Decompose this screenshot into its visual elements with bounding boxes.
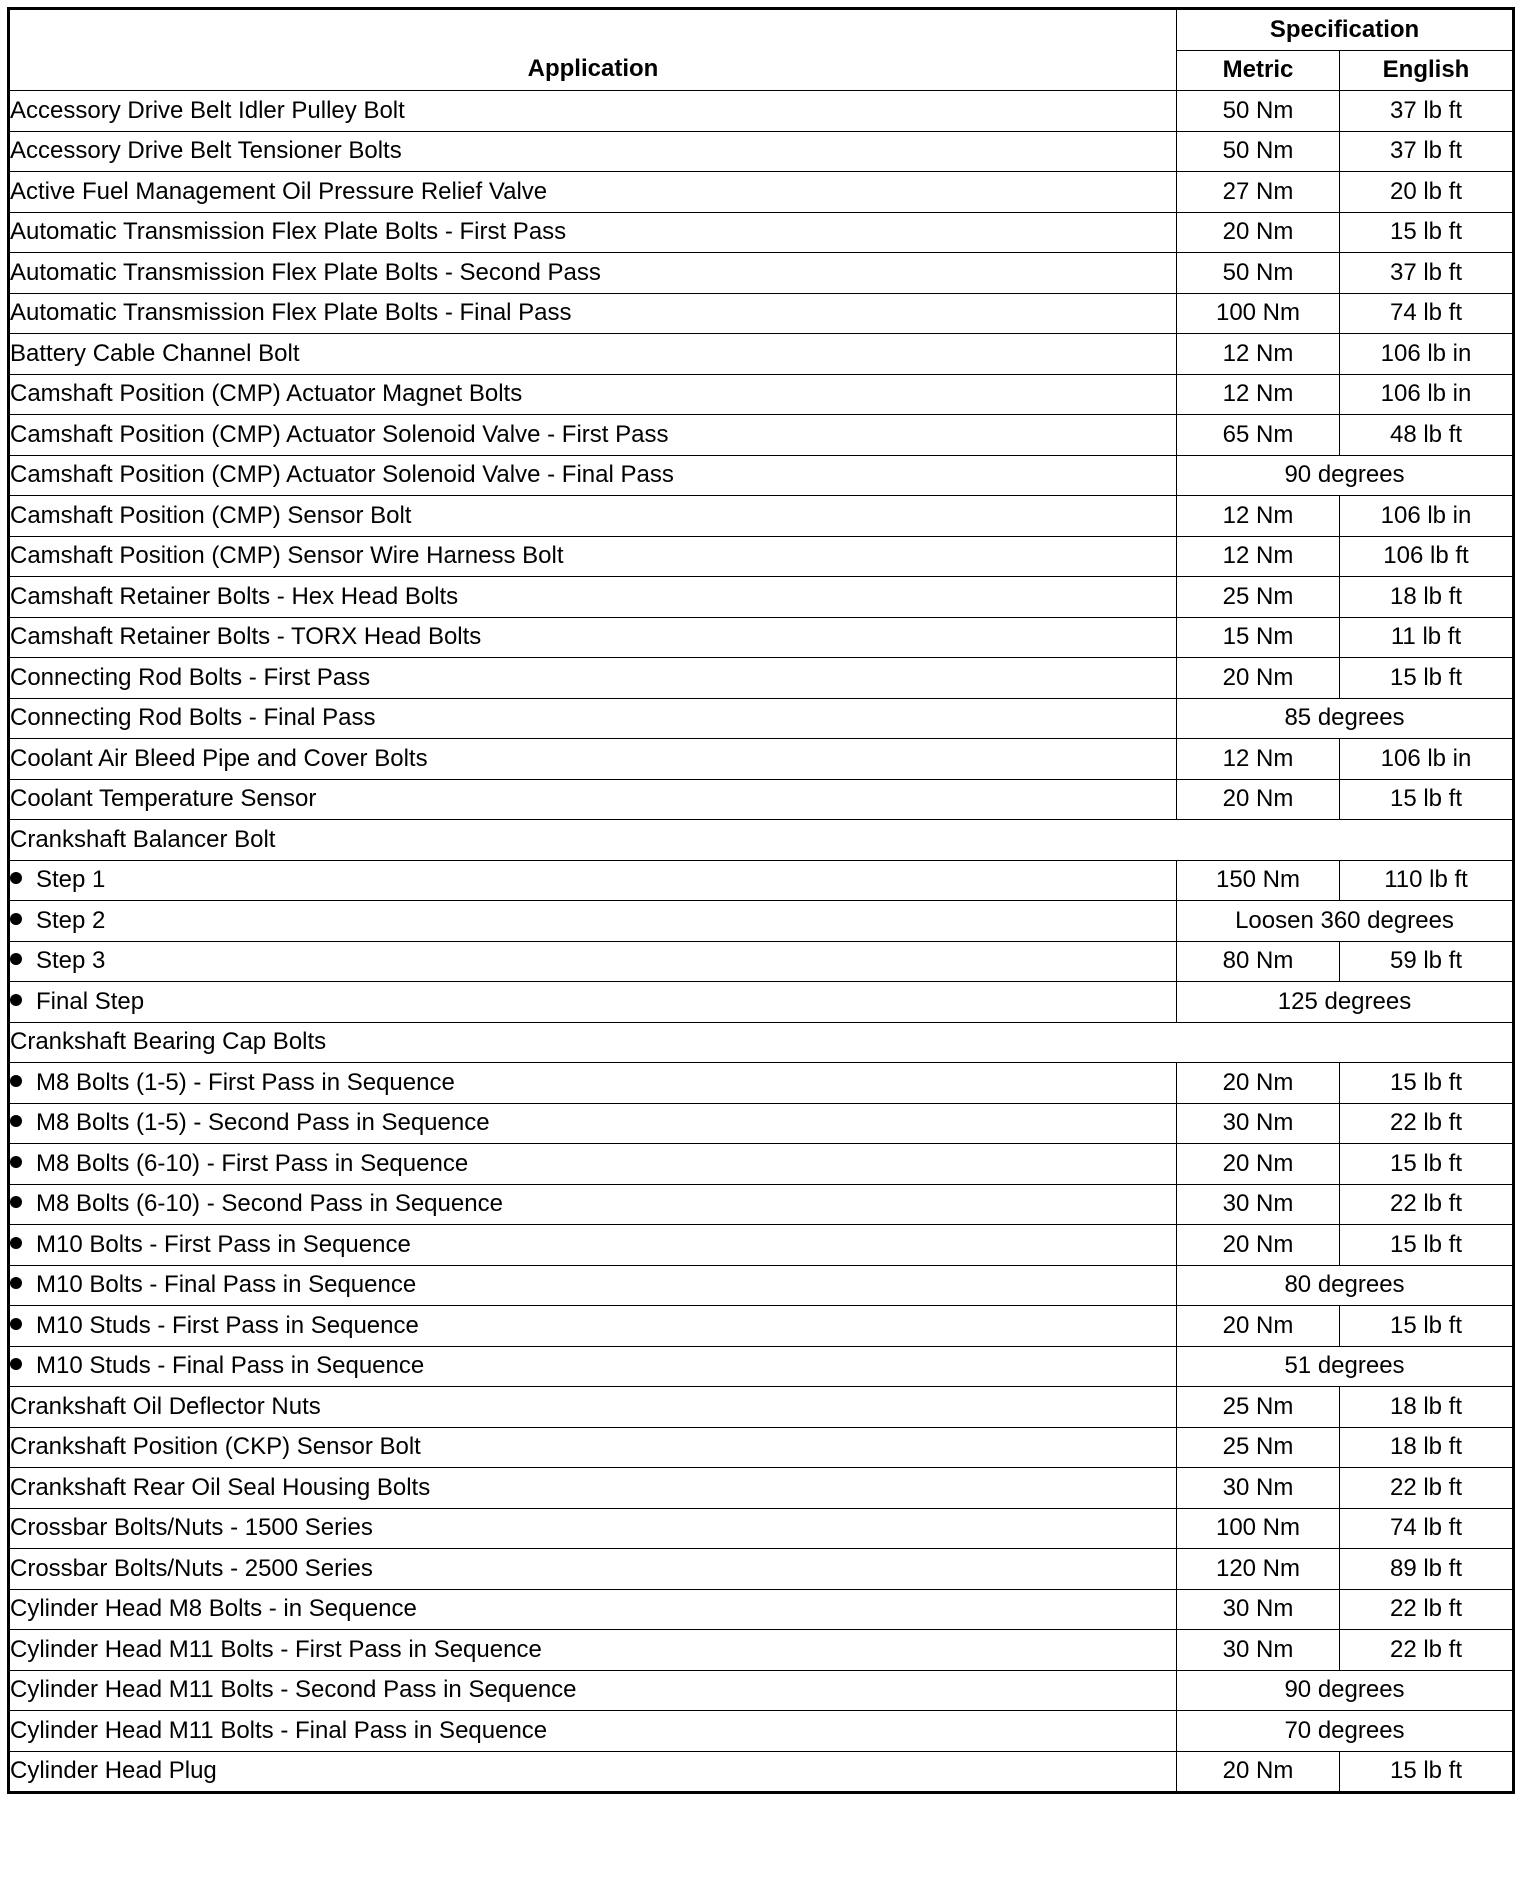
application-label: Step 1 (36, 866, 106, 894)
english-cell: 48 lb ft (1340, 415, 1514, 456)
bullet-icon (10, 1156, 22, 1168)
application-cell (9, 1549, 1177, 1590)
table-row (9, 1670, 1514, 1711)
application-cell (9, 1508, 1177, 1549)
application-cell (9, 779, 1177, 820)
bullet-icon (10, 872, 22, 884)
table-row (9, 1225, 1514, 1266)
bullet-icon (10, 1237, 22, 1249)
spec-value-cell: 70 degrees (1177, 1711, 1514, 1752)
table-row (9, 1711, 1514, 1752)
application-cell (9, 698, 1177, 739)
application-label: Crankshaft Balancer Bolt (10, 825, 276, 853)
table-row (9, 374, 1514, 415)
metric-cell: 12 Nm (1177, 739, 1340, 780)
application-label: Cylinder Head M11 Bolts - Second Pass in Sequence (10, 1676, 577, 1704)
application-cell (9, 1265, 1177, 1306)
application-label: Automatic Transmission Flex Plate Bolts - First Pass (10, 218, 567, 246)
metric-cell: 12 Nm (1177, 334, 1340, 375)
group-row (9, 820, 1514, 861)
english-cell: 106 lb ft (1340, 536, 1514, 577)
group-row (9, 1022, 1514, 1063)
application-label: Coolant Temperature Sensor (10, 785, 317, 813)
table-row (9, 941, 1514, 982)
table-row (9, 1063, 1514, 1104)
bullet-icon (10, 1115, 22, 1127)
application-label: Cylinder Head Plug (10, 1757, 217, 1785)
application-label: Crossbar Bolts/Nuts - 1500 Series (10, 1514, 373, 1542)
bullet-icon (10, 1075, 22, 1087)
application-cell (9, 172, 1177, 213)
english-cell: 110 lb ft (1340, 860, 1514, 901)
table-row (9, 617, 1514, 658)
bullet-icon (10, 1318, 22, 1330)
english-cell: 15 lb ft (1340, 1306, 1514, 1347)
application-cell (9, 131, 1177, 172)
metric-cell: 80 Nm (1177, 941, 1340, 982)
english-cell: 106 lb in (1340, 739, 1514, 780)
application-cell (9, 901, 1177, 942)
english-cell: 11 lb ft (1340, 617, 1514, 658)
metric-cell: 27 Nm (1177, 172, 1340, 213)
application-cell (9, 658, 1177, 699)
application-label: M8 Bolts (1-5) - First Pass in Sequence (36, 1068, 455, 1096)
metric-cell: 50 Nm (1177, 253, 1340, 294)
metric-cell: 25 Nm (1177, 1387, 1340, 1428)
application-label: M10 Bolts - Final Pass in Sequence (36, 1271, 417, 1299)
application-label: M10 Bolts - First Pass in Sequence (36, 1230, 411, 1258)
application-label: Camshaft Retainer Bolts - Hex Head Bolts (10, 582, 459, 610)
application-label: Camshaft Position (CMP) Sensor Bolt (10, 501, 412, 529)
torque-spec-table (7, 7, 1515, 1794)
metric-cell: 20 Nm (1177, 1144, 1340, 1185)
metric-cell: 30 Nm (1177, 1468, 1340, 1509)
application-cell (9, 1670, 1177, 1711)
table-header (9, 9, 1514, 91)
application-label: Automatic Transmission Flex Plate Bolts - Second Pass (10, 258, 601, 286)
metric-cell: 50 Nm (1177, 91, 1340, 132)
application-label: Crankshaft Bearing Cap Bolts (10, 1028, 327, 1056)
table-row (9, 1508, 1514, 1549)
application-label: Cylinder Head M11 Bolts - Final Pass in Sequence (10, 1716, 548, 1744)
application-label: Accessory Drive Belt Idler Pulley Bolt (10, 96, 405, 124)
bullet-icon (10, 1358, 22, 1370)
metric-cell: 20 Nm (1177, 1751, 1340, 1793)
table-body (9, 91, 1514, 1793)
english-cell: 106 lb in (1340, 334, 1514, 375)
english-header: English (1340, 50, 1514, 91)
metric-cell: 25 Nm (1177, 1427, 1340, 1468)
english-cell: 15 lb ft (1340, 779, 1514, 820)
application-cell (9, 860, 1177, 901)
application-label: Camshaft Position (CMP) Actuator Magnet Bolts (10, 380, 523, 408)
application-label: Camshaft Position (CMP) Sensor Wire Harness Bolt (10, 542, 564, 570)
metric-cell: 30 Nm (1177, 1103, 1340, 1144)
table-row (9, 334, 1514, 375)
spec-value-cell: Loosen 360 degrees (1177, 901, 1514, 942)
application-cell (9, 536, 1177, 577)
application-cell (9, 496, 1177, 537)
application-cell (9, 617, 1177, 658)
metric-cell: 50 Nm (1177, 131, 1340, 172)
metric-cell: 20 Nm (1177, 1225, 1340, 1266)
bullet-icon (10, 994, 22, 1006)
table-row (9, 1144, 1514, 1185)
application-cell (9, 1589, 1177, 1630)
application-cell (9, 374, 1177, 415)
application-cell (9, 1103, 1177, 1144)
application-label: Connecting Rod Bolts - Final Pass (10, 704, 376, 732)
application-cell (9, 293, 1177, 334)
application-label: Camshaft Retainer Bolts - TORX Head Bolts (10, 623, 482, 651)
application-cell (9, 1751, 1177, 1793)
application-label: M10 Studs - First Pass in Sequence (36, 1311, 419, 1339)
english-cell: 15 lb ft (1340, 1225, 1514, 1266)
metric-cell: 20 Nm (1177, 658, 1340, 699)
english-cell: 20 lb ft (1340, 172, 1514, 213)
table-row (9, 860, 1514, 901)
application-label: Cylinder Head M8 Bolts - in Sequence (10, 1595, 417, 1623)
table-row (9, 131, 1514, 172)
table-row (9, 1589, 1514, 1630)
english-cell: 15 lb ft (1340, 658, 1514, 699)
table-row (9, 1427, 1514, 1468)
bullet-icon (10, 913, 22, 925)
application-header: Application (9, 9, 1177, 91)
table-row (9, 698, 1514, 739)
application-label: M8 Bolts (1-5) - Second Pass in Sequence (36, 1109, 490, 1137)
application-cell (9, 820, 1514, 861)
application-label: Crankshaft Position (CKP) Sensor Bolt (10, 1433, 421, 1461)
metric-cell: 30 Nm (1177, 1589, 1340, 1630)
application-label: M8 Bolts (6-10) - First Pass in Sequence (36, 1149, 469, 1177)
english-cell: 89 lb ft (1340, 1549, 1514, 1590)
application-label: Active Fuel Management Oil Pressure Relief Valve (10, 177, 548, 205)
table-row (9, 982, 1514, 1023)
application-cell (9, 739, 1177, 780)
application-cell (9, 415, 1177, 456)
english-cell: 74 lb ft (1340, 1508, 1514, 1549)
table-row (9, 253, 1514, 294)
metric-cell: 20 Nm (1177, 1063, 1340, 1104)
application-cell (9, 1427, 1177, 1468)
metric-cell: 65 Nm (1177, 415, 1340, 456)
application-cell (9, 1711, 1177, 1752)
application-cell (9, 1225, 1177, 1266)
header-row-top (9, 9, 1514, 51)
english-cell: 59 lb ft (1340, 941, 1514, 982)
english-cell: 22 lb ft (1340, 1184, 1514, 1225)
bullet-icon (10, 1277, 22, 1289)
metric-cell: 15 Nm (1177, 617, 1340, 658)
metric-cell: 20 Nm (1177, 779, 1340, 820)
application-cell (9, 982, 1177, 1023)
metric-cell: 100 Nm (1177, 1508, 1340, 1549)
english-cell: 15 lb ft (1340, 1063, 1514, 1104)
application-cell (9, 91, 1177, 132)
english-cell: 37 lb ft (1340, 91, 1514, 132)
table-row (9, 1103, 1514, 1144)
table-row (9, 1751, 1514, 1793)
spec-value-cell: 90 degrees (1177, 1670, 1514, 1711)
metric-cell: 100 Nm (1177, 293, 1340, 334)
table-row (9, 1306, 1514, 1347)
table-row (9, 1468, 1514, 1509)
table-row (9, 212, 1514, 253)
english-cell: 18 lb ft (1340, 577, 1514, 618)
application-label: Camshaft Position (CMP) Actuator Solenoid Valve - First Pass (10, 420, 669, 448)
metric-cell: 25 Nm (1177, 577, 1340, 618)
bullet-icon (10, 1196, 22, 1208)
application-label: Battery Cable Channel Bolt (10, 339, 300, 367)
application-cell (9, 577, 1177, 618)
english-cell: 22 lb ft (1340, 1468, 1514, 1509)
table-row (9, 1630, 1514, 1671)
metric-cell: 150 Nm (1177, 860, 1340, 901)
application-label: Crankshaft Oil Deflector Nuts (10, 1392, 321, 1420)
application-cell (9, 941, 1177, 982)
bullet-icon (10, 953, 22, 965)
table-row (9, 1265, 1514, 1306)
table-row (9, 172, 1514, 213)
application-cell (9, 1306, 1177, 1347)
table-row (9, 779, 1514, 820)
metric-header: Metric (1177, 50, 1340, 91)
table-row (9, 658, 1514, 699)
english-cell: 22 lb ft (1340, 1589, 1514, 1630)
metric-cell: 12 Nm (1177, 496, 1340, 537)
metric-cell: 30 Nm (1177, 1184, 1340, 1225)
metric-cell: 20 Nm (1177, 212, 1340, 253)
application-cell (9, 1346, 1177, 1387)
table-row (9, 1346, 1514, 1387)
application-label: M8 Bolts (6-10) - Second Pass in Sequence (36, 1190, 503, 1218)
application-cell (9, 334, 1177, 375)
metric-cell: 30 Nm (1177, 1630, 1340, 1671)
table-row (9, 293, 1514, 334)
table-row (9, 1184, 1514, 1225)
application-label: Camshaft Position (CMP) Actuator Solenoid Valve - Final Pass (10, 461, 674, 489)
application-label: Coolant Air Bleed Pipe and Cover Bolts (10, 744, 428, 772)
spec-value-cell: 51 degrees (1177, 1346, 1514, 1387)
english-cell: 18 lb ft (1340, 1387, 1514, 1428)
english-cell: 37 lb ft (1340, 253, 1514, 294)
english-cell: 15 lb ft (1340, 1751, 1514, 1793)
table-row (9, 577, 1514, 618)
english-cell: 106 lb in (1340, 374, 1514, 415)
application-cell (9, 1468, 1177, 1509)
english-cell: 15 lb ft (1340, 1144, 1514, 1185)
spec-value-cell: 85 degrees (1177, 698, 1514, 739)
english-cell: 22 lb ft (1340, 1630, 1514, 1671)
application-cell (9, 1063, 1177, 1104)
table-row (9, 496, 1514, 537)
application-cell (9, 212, 1177, 253)
application-cell (9, 455, 1177, 496)
metric-cell: 12 Nm (1177, 536, 1340, 577)
english-cell: 74 lb ft (1340, 293, 1514, 334)
table-row (9, 1387, 1514, 1428)
spec-value-cell: 80 degrees (1177, 1265, 1514, 1306)
table-row (9, 901, 1514, 942)
application-label: Cylinder Head M11 Bolts - First Pass in Sequence (10, 1635, 542, 1663)
application-cell (9, 1022, 1514, 1063)
table-row (9, 536, 1514, 577)
application-label: Crossbar Bolts/Nuts - 2500 Series (10, 1554, 373, 1582)
application-cell (9, 1184, 1177, 1225)
english-cell: 18 lb ft (1340, 1427, 1514, 1468)
table-row (9, 455, 1514, 496)
application-label: Automatic Transmission Flex Plate Bolts - Final Pass (10, 299, 572, 327)
application-label: Step 2 (36, 906, 106, 934)
application-label: Accessory Drive Belt Tensioner Bolts (10, 137, 402, 165)
application-label: Step 3 (36, 947, 106, 975)
application-cell (9, 1630, 1177, 1671)
application-cell (9, 253, 1177, 294)
english-cell: 22 lb ft (1340, 1103, 1514, 1144)
specification-header: Specification (1177, 9, 1514, 51)
application-label: Crankshaft Rear Oil Seal Housing Bolts (10, 1473, 431, 1501)
table-row (9, 415, 1514, 456)
english-cell: 37 lb ft (1340, 131, 1514, 172)
application-label: Final Step (36, 987, 145, 1015)
english-cell: 15 lb ft (1340, 212, 1514, 253)
metric-cell: 20 Nm (1177, 1306, 1340, 1347)
table-row (9, 91, 1514, 132)
application-label: Connecting Rod Bolts - First Pass (10, 663, 371, 691)
metric-cell: 120 Nm (1177, 1549, 1340, 1590)
table-row (9, 1549, 1514, 1590)
spec-value-cell: 90 degrees (1177, 455, 1514, 496)
application-cell (9, 1144, 1177, 1185)
application-cell (9, 1387, 1177, 1428)
table-row (9, 739, 1514, 780)
spec-value-cell: 125 degrees (1177, 982, 1514, 1023)
metric-cell: 12 Nm (1177, 374, 1340, 415)
english-cell: 106 lb in (1340, 496, 1514, 537)
application-label: M10 Studs - Final Pass in Sequence (36, 1352, 425, 1380)
